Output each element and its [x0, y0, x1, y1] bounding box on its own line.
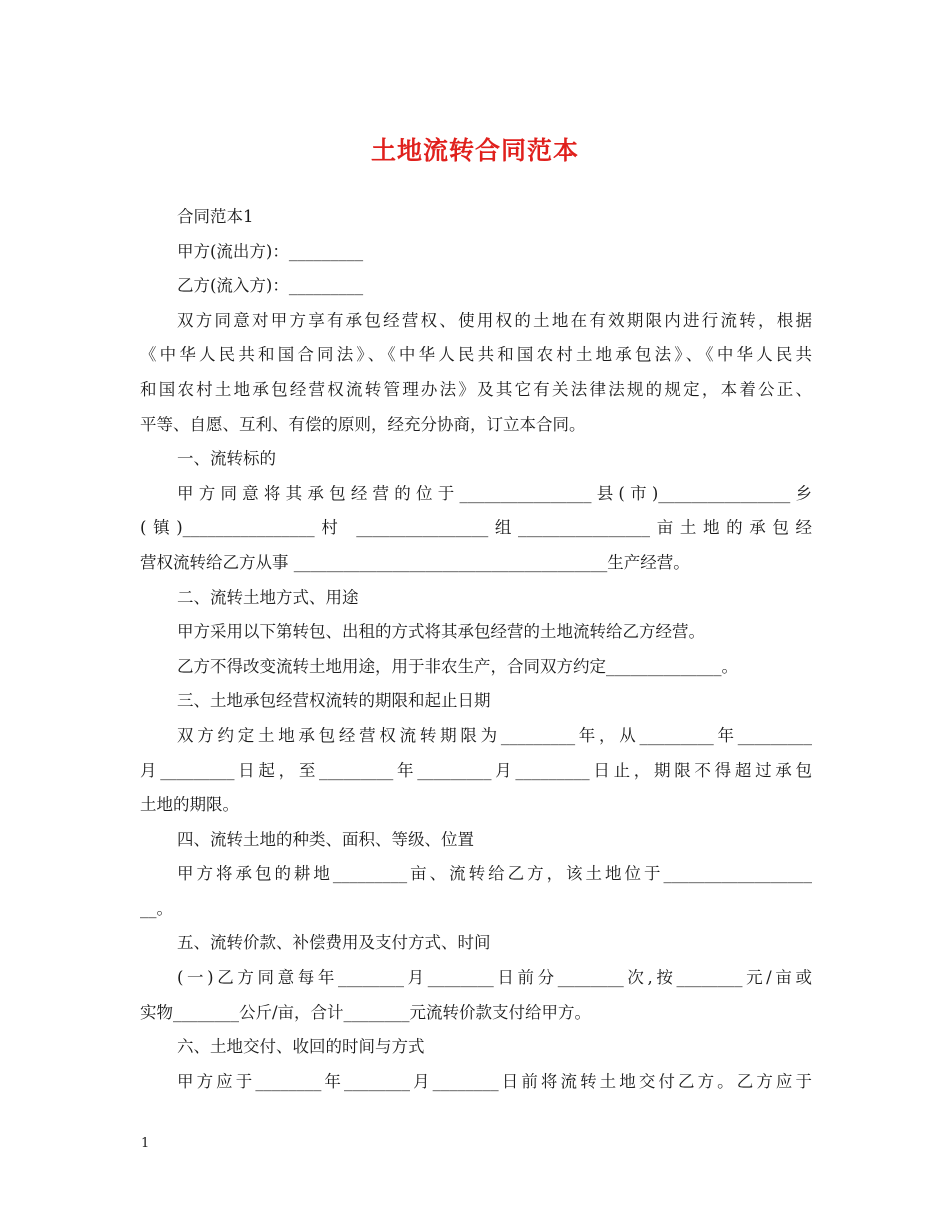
paragraph-line: (镇)________________村 ________________组________________亩土地的承包经 [140, 518, 812, 538]
party-a-line: 甲方(流出方)：_________ [177, 241, 364, 261]
paragraph-line: 甲方同意将其承包经营的位于________________县(市)________________乡 [177, 483, 812, 503]
paragraph-line: 月_________日起，至_________年_________月_________日止，期限不得超过承包 [140, 760, 812, 780]
paragraph-line: 实物________公斤/亩，合计________元流转价款支付给甲方。 [140, 1002, 592, 1022]
paragraph-line: 甲方应于________年________月________日前将流转土地交付乙方。乙方应于 [177, 1071, 812, 1091]
paragraph-line: 土地的期限。 [140, 795, 239, 815]
section-heading: 四、流转土地的种类、面积、等级、位置 [177, 829, 474, 849]
paragraph-line: 和国农村土地承包经营权流转管理办法》及其它有关法律法规的规定，本着公正、 [140, 379, 812, 399]
party-b-line: 乙方(流入方)：_________ [177, 276, 364, 296]
paragraph-line: __。 [140, 898, 173, 918]
section-heading: 二、流转土地方式、用途 [177, 587, 359, 607]
paragraph-line: 《中华人民共和国合同法》、《中华人民共和国农村土地承包法》、《中华人民共 [140, 345, 812, 365]
section-heading: 三、土地承包经营权流转的期限和起止日期 [177, 691, 491, 711]
paragraph-line: 甲方将承包的耕地_________亩、流转给乙方，该土地位于__________________ [177, 864, 812, 884]
page-number: 1 [141, 1136, 150, 1151]
paragraph-line: (一)乙方同意每年________月________日前分________次,按________元/亩或 [177, 968, 812, 988]
paragraph-line: 双方同意对甲方享有承包经营权、使用权的土地在有效期限内进行流转，根据 [177, 310, 812, 330]
section-heading: 一、流转标的 [177, 449, 276, 469]
paragraph-line: 营权流转给乙方从事 ______________________________________生产经营。 [140, 552, 690, 572]
paragraph-line: 甲方采用以下第转包、出租的方式将其承包经营的土地流转给乙方经营。 [177, 622, 705, 642]
contract-label: 合同范本1 [177, 207, 254, 226]
paragraph-line: 乙方不得改变流转土地用途，用于非农生产，合同双方约定______________。 [177, 656, 738, 676]
paragraph-line: 双方约定土地承包经营权流转期限为_________年，从_________年_________ [177, 725, 812, 745]
document-title: 土地流转合同范本 [370, 136, 579, 165]
document-body [140, 200, 812, 1099]
section-heading: 六、土地交付、收回的时间与方式 [177, 1037, 425, 1057]
paragraph-line: 平等、自愿、互利、有偿的原则，经充分协商，订立本合同。 [140, 414, 586, 434]
section-heading: 五、流转价款、补偿费用及支付方式、时间 [177, 933, 491, 953]
